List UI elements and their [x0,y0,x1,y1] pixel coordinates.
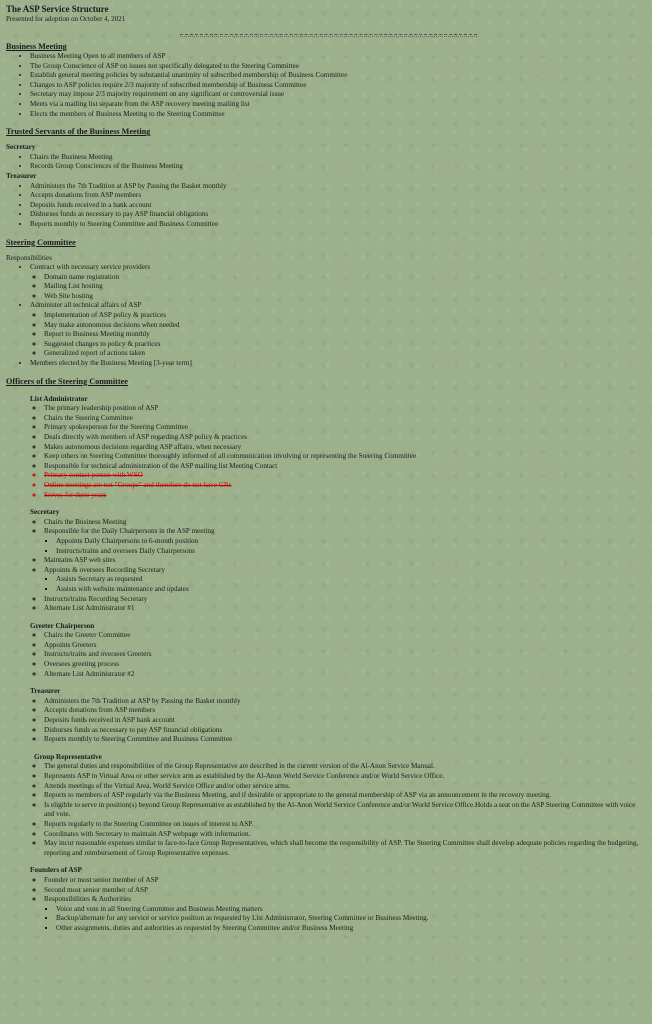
struck-item: ◦ Serves for three years [44,491,646,501]
list-item: ◦ The general duties and responsibilities of the Group Representative are described in the current version of the Al-Anon Service Manual. [44,762,646,772]
list-item: • Chairs the Business Meeting [30,153,646,163]
list-item: ◦ Generalized report of actions taken [44,349,646,359]
list-item: ◦ Instructs/trains Recording Secretary [44,595,646,605]
list-item: • Changes to ASP policies require 2/3 majority of subscribed membership of Business Committee [30,81,646,91]
list-item: ◦ May make autonomous decisions when needed [44,321,646,331]
list-item [44,566,646,595]
admin-sublist [30,311,646,359]
list-item: ◦ The primary leadership position of ASP [44,404,646,414]
list-item: • Meets via a mailing list separate from the ASP recovery meeting mailing list [30,100,646,110]
list-item: • Establish general meeting policies by substantial unanimity of subscribed membership of Business Committee [30,71,646,81]
struck-item: ◦ Primary contact person with WSO [44,471,646,481]
list-item: ▪ Assists Secretary as requested [56,575,646,585]
officer-name: Group Representative [34,752,102,761]
list-item: ◦ Suggested changes to policy & practices [44,340,646,350]
list-item: ◦ Accepts donations from ASP members [44,706,646,716]
list-item: ▪ Voice and vote in all Steering Committee and Business Meeting matters [56,905,646,915]
list-item: ◦ Reports to members of ASP regularly via the Business Meeting, and if desirable or appropriate to the general membership of ASP via an announcement in the recovery meeting. [44,791,646,801]
secretary-list [6,153,646,172]
list-item: ▪ Backup/alternate for any service or service position as requested by List Administrator, Steering Committee or Business Meeting. [56,914,646,924]
contract-label: Contract with necessary service providers [30,263,151,272]
secretary-label: Secretary [6,143,36,152]
officer-duties [30,876,646,934]
duty-label: Responsible for the Daily Chairpersons in the ASP meeting [44,527,215,536]
admin-label: Administer all technical affairs of ASP [30,301,142,310]
list-item [30,263,646,301]
business-meeting-list [6,52,646,119]
list-item: ◦ Is eligible to serve in position(s) beyond Group Representative as established by the Al-Anon World Service Conference and/or World Service Office.Holds a seat on the ASP Steering Committee with voice and vote. [44,801,646,820]
officer-name: Secretary [30,508,60,517]
sub-duties [44,905,646,934]
responsibilities-label: Responsibilities [6,253,52,262]
list-item [44,895,646,933]
list-item: • Accepts donations from ASP members [30,191,646,201]
duty-label: Responsibilities & Authorities [44,895,132,904]
list-item: • Secretary may impose 2/3 majority requirement on any significant or controversial issue [30,90,646,100]
list-item: ◦ Instructs/trains and oversees Greeters [44,650,646,660]
steering-list [6,263,646,369]
officer-duties [30,404,646,500]
list-item: ◦ Second most senior member of ASP [44,886,646,896]
list-item: • Members elected by the Business Meeting [3-year term] [30,359,646,369]
officer-duties [30,762,646,858]
list-item: ◦ Maintains ASP web sites [44,556,646,566]
list-item: ▪ Appoints Daily Chairpersons to 6-month position [56,537,646,547]
list-item: • Administers the 7th Tradition at ASP by Passing the Basket monthly [30,182,646,192]
list-item: ◦ Report to Business Meeting monthly [44,330,646,340]
officers-section [6,395,646,934]
officer-name: List Administrator [30,394,88,403]
contract-sublist [30,273,646,302]
list-item: ◦ Makes autonomous decisions regarding ASP affairs, when necessary [44,443,646,453]
sub-duties [44,575,646,594]
officer-secretary [30,508,646,614]
officer-duties [30,631,646,679]
list-item: ▪ Assists with website maintenance and updates [56,585,646,595]
officer-duties [30,697,646,745]
list-item: ◦ Deals directly with members of ASP regarding ASP policy & practices [44,433,646,443]
list-item: • Deposits funds received in a bank account [30,201,646,211]
list-item: ◦ Mailing List hosting [44,282,646,292]
officer-name: Greeter Chairperson [30,621,95,630]
list-item: ◦ Alternate List Administrator #2 [44,670,646,680]
list-item: ◦ Web Site hosting [44,292,646,302]
list-item: ◦ Chairs the Business Meeting [44,518,646,528]
list-item: • The Group Conscience of ASP on issues not specifically delegated to the Steering Committee [30,62,646,72]
list-item: ▪ Other assignments, duties and authorities as requested by Steering Committee and/or Business Meeting [56,924,646,934]
list-item: • Elects the members of Business Meeting to the Steering Committee [30,110,646,120]
list-item: ◦ Alternate List Administrator #1 [44,604,646,614]
list-item: ◦ Founder or most senior member of ASP [44,876,646,886]
list-item [30,301,646,359]
list-item: ◦ Oversees greeting process [44,660,646,670]
list-item: • Records Group Consciences of the Business Meeting [30,162,646,172]
list-item: ◦ Reports monthly to Steering Committee and Business Committee [44,735,646,745]
trusted-servants-heading: Trusted Servants of the Business Meeting [6,127,151,137]
list-item: ◦ Attends meetings of the Virtual Area, World Service Office and/or other service arms. [44,782,646,792]
officer-greeter-chairperson [30,622,646,680]
officer-name: Treasurer [30,687,61,696]
list-item: ◦ Appoints Greeters [44,641,646,651]
list-item: ◦ Responsible for technical administration of the ASP mailing list Meeting Contact [44,462,646,472]
struck-item: ◦ Online meetings are not "Groups" and therefore do not have GRs [44,481,646,491]
list-item: ◦ Coordinates with Secretary to maintain ASP webpage with information. [44,830,646,840]
business-meeting-heading: Business Meeting [6,42,67,51]
list-item: ◦ Reports regularly to the Steering Committee on issues of interest to ASP. [44,820,646,830]
officers-heading: Officers of the Steering Committee [6,376,128,386]
list-item: ◦ Disburses funds as necessary to pay ASP financial obligations [44,726,646,736]
list-item: ◦ Keep others on Steering Committee thoroughly informed of all communication involving or representing the Steering Committee [44,452,646,462]
officer-name: Founders of ASP [30,866,82,875]
list-item: ◦ Administers the 7th Tradition at ASP by Passing the Basket monthly [44,697,646,707]
list-item: • Disburses funds as necessary to pay ASP financial obligations [30,210,646,220]
officer-list-administrator [30,395,646,501]
list-item: ◦ Chairs the Greeter Committee [44,631,646,641]
steering-committee-heading: Steering Committee [6,237,76,247]
sub-duties [44,537,646,556]
page-subtitle: Presented for adoption on October 4, 2021 [6,15,126,23]
list-item: ◦ May incur reasonable expenses similar to face-to-face Group Representatives, which shall become the responsibility of ASP. The Steering Committee shall develop adequate policies regarding the budgeting, reporting and reimbursement of Group Representative expenses. [44,839,646,858]
officer-duties [30,518,646,614]
list-item [44,527,646,556]
list-item: ◦ Chairs the Steering Committee [44,414,646,424]
list-item: ◦ Primary spokesperson for the Steering Committee [44,423,646,433]
officer-founders [30,866,646,933]
list-item: ◦ Deposits funds received in ASP bank account [44,716,646,726]
page-title: The ASP Service Structure [6,4,109,14]
officer-group-representative [30,753,646,859]
list-item: • Business Meeting Open to all members of ASP [30,52,646,62]
list-item: • Reports monthly to Steering Committee and Business Committee [30,220,646,230]
list-item: ◦ Implementation of ASP policy & practices [44,311,646,321]
treasurer-list [6,182,646,230]
duty-label: Appoints & oversees Recording Secretary [44,565,165,574]
list-item: ▪ Instructs/trains and oversees Daily Chairpersons [56,547,646,557]
list-item: ◦ Domain name registration [44,273,646,283]
list-item: ◦ Represents ASP in Virtual Area or other service arm as established by the Al-Anon World Service Conference and/or World Service Office. [44,772,646,782]
header-divider [180,34,477,35]
treasurer-label: Treasurer [6,171,37,180]
officer-treasurer [30,687,646,745]
